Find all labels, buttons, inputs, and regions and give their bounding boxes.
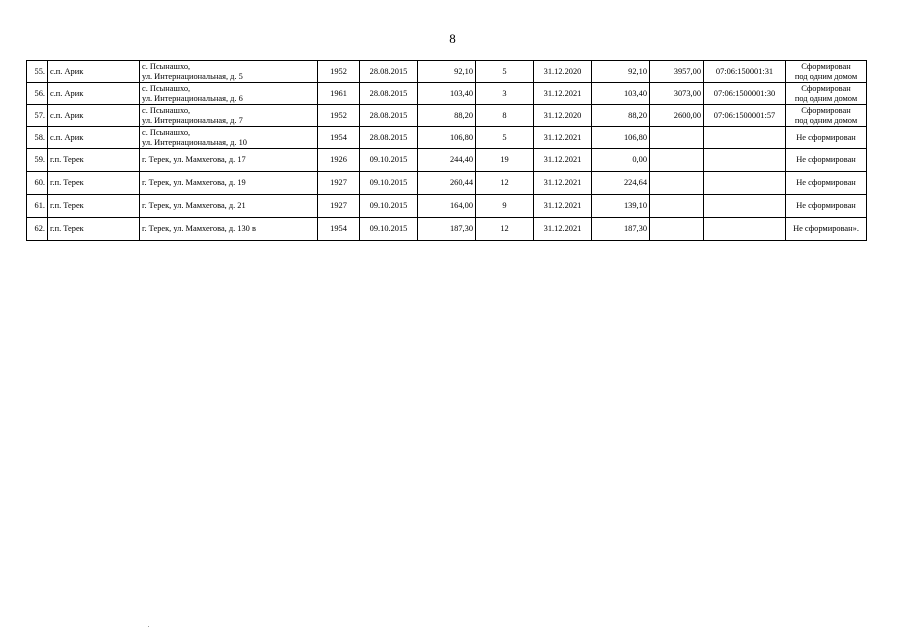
cell-number: 59.: [27, 149, 48, 172]
cell-address-line: ул. Интернациональная, д. 7: [142, 115, 243, 125]
cell-status-line: Сформирован: [801, 84, 851, 93]
cell-status-line: Не сформирован: [796, 132, 856, 142]
cell-settlement: с.п. Арик: [48, 105, 140, 127]
cell-residents: 3: [476, 83, 534, 105]
cell-address-line: ул. Интернациональная, д. 6: [142, 93, 243, 103]
cell-year: 1952: [318, 105, 360, 127]
cell-residents: 5: [476, 61, 534, 83]
cell-area-resettled: 0,00: [592, 149, 650, 172]
table-row: [27, 218, 867, 241]
cell-status-line: Сформирован: [801, 106, 851, 115]
cell-number: 57.: [27, 105, 48, 127]
cell-number: 61.: [27, 195, 48, 218]
registry-table: [26, 60, 867, 241]
cell-status-line: под одним домом: [794, 115, 858, 125]
cell-area-resettled: 224,64: [592, 172, 650, 195]
cell-status-line: Не сформирован: [796, 201, 856, 211]
cell-residents: 8: [476, 105, 534, 127]
cell-address: [140, 172, 318, 195]
cell-status-line: Не сформирован: [796, 155, 856, 165]
cell-address-line: с. Псынашхо,: [142, 62, 191, 71]
cell-area: 92,10: [418, 61, 476, 83]
cell-area: 164,00: [418, 195, 476, 218]
table-row: [27, 195, 867, 218]
cell-deadline: 31.12.2020: [534, 105, 592, 127]
cell-address: [140, 83, 318, 105]
cell-area-resettled: 139,10: [592, 195, 650, 218]
cell-address-line: ул. Интернациональная, д. 10: [142, 137, 247, 147]
cell-settlement: г.п. Терек: [48, 195, 140, 218]
cell-land-area: 2600,00: [650, 105, 704, 127]
cell-land-area: 3957,00: [650, 61, 704, 83]
cell-address: [140, 195, 318, 218]
cell-area-resettled: 103,40: [592, 83, 650, 105]
cell-number: 56.: [27, 83, 48, 105]
cell-date: 09.10.2015: [360, 195, 418, 218]
cell-address-line: г. Терек, ул. Мамхегова, д. 130 в: [142, 224, 256, 234]
cell-area-resettled: 88,20: [592, 105, 650, 127]
cell-address-line: г. Терек, ул. Мамхегова, д. 21: [142, 201, 246, 211]
cell-cadastral: [704, 195, 786, 218]
cell-settlement: с.п. Арик: [48, 83, 140, 105]
cell-status: [786, 172, 867, 195]
cell-settlement: г.п. Терек: [48, 172, 140, 195]
cell-residents: 19: [476, 149, 534, 172]
cell-area-resettled: 92,10: [592, 61, 650, 83]
cell-settlement: с.п. Арик: [48, 127, 140, 149]
cell-deadline: 31.12.2021: [534, 218, 592, 241]
cell-land-area: [650, 127, 704, 149]
cell-date: 09.10.2015: [360, 149, 418, 172]
cell-date: 09.10.2015: [360, 218, 418, 241]
cell-number: 55.: [27, 61, 48, 83]
cell-date: 28.08.2015: [360, 105, 418, 127]
cell-date: 28.08.2015: [360, 61, 418, 83]
cell-cadastral: 07:06:1500001:30: [704, 83, 786, 105]
cell-deadline: 31.12.2021: [534, 172, 592, 195]
cell-number: 58.: [27, 127, 48, 149]
cell-residents: 5: [476, 127, 534, 149]
cell-address-line: с. Псынашхо,: [142, 84, 191, 93]
cell-deadline: 31.12.2021: [534, 127, 592, 149]
cell-cadastral: [704, 218, 786, 241]
cell-status: [786, 218, 867, 241]
cell-cadastral: 07:06:150001:31: [704, 61, 786, 83]
table-row: [27, 127, 867, 149]
cell-year: 1926: [318, 149, 360, 172]
table-body: [27, 61, 867, 241]
cell-date: 28.08.2015: [360, 83, 418, 105]
cell-number: 60.: [27, 172, 48, 195]
cell-address: [140, 127, 318, 149]
cell-area: 187,30: [418, 218, 476, 241]
cell-address: [140, 105, 318, 127]
cell-status-line: под одним домом: [794, 71, 858, 81]
cell-area: 260,44: [418, 172, 476, 195]
cell-deadline: 31.12.2021: [534, 83, 592, 105]
table-row: [27, 149, 867, 172]
cell-year: 1961: [318, 83, 360, 105]
cell-cadastral: 07:06:1500001:57: [704, 105, 786, 127]
cell-land-area: 3073,00: [650, 83, 704, 105]
cell-land-area: [650, 195, 704, 218]
cell-deadline: 31.12.2020: [534, 61, 592, 83]
cell-status: [786, 195, 867, 218]
cell-status: [786, 61, 867, 83]
scan-speck: [148, 626, 149, 627]
cell-area: 103,40: [418, 83, 476, 105]
cell-status-line: Не сформирован».: [793, 224, 859, 234]
cell-status: [786, 127, 867, 149]
cell-date: 28.08.2015: [360, 127, 418, 149]
cell-status: [786, 105, 867, 127]
cell-settlement: г.п. Терек: [48, 218, 140, 241]
cell-residents: 12: [476, 218, 534, 241]
cell-settlement: с.п. Арик: [48, 61, 140, 83]
cell-year: 1954: [318, 218, 360, 241]
cell-settlement: г.п. Терек: [48, 149, 140, 172]
table-row: [27, 105, 867, 127]
cell-land-area: [650, 218, 704, 241]
cell-area: 244,40: [418, 149, 476, 172]
cell-residents: 12: [476, 172, 534, 195]
cell-year: 1954: [318, 127, 360, 149]
cell-year: 1952: [318, 61, 360, 83]
cell-address: [140, 61, 318, 83]
cell-cadastral: [704, 149, 786, 172]
cell-residents: 9: [476, 195, 534, 218]
cell-address-line: ул. Интернациональная, д. 5: [142, 71, 243, 81]
cell-area: 88,20: [418, 105, 476, 127]
table-row: [27, 61, 867, 83]
page-number: 8: [449, 31, 456, 46]
cell-status-line: Сформирован: [801, 62, 851, 71]
cell-address: [140, 218, 318, 241]
cell-area: 106,80: [418, 127, 476, 149]
cell-cadastral: [704, 172, 786, 195]
cell-status: [786, 149, 867, 172]
cell-address-line: с. Псынашхо,: [142, 128, 191, 137]
cell-address-line: с. Псынашхо,: [142, 106, 191, 115]
cell-address: [140, 149, 318, 172]
cell-number: 62.: [27, 218, 48, 241]
cell-deadline: 31.12.2021: [534, 149, 592, 172]
cell-land-area: [650, 149, 704, 172]
cell-land-area: [650, 172, 704, 195]
cell-address-line: г. Терек, ул. Мамхегова, д. 17: [142, 155, 246, 165]
table-row: [27, 83, 867, 105]
cell-address-line: г. Терек, ул. Мамхегова, д. 19: [142, 178, 246, 188]
cell-status-line: Не сформирован: [796, 178, 856, 188]
cell-cadastral: [704, 127, 786, 149]
cell-status: [786, 83, 867, 105]
cell-status-line: под одним домом: [794, 93, 858, 103]
table-row: [27, 172, 867, 195]
cell-date: 09.10.2015: [360, 172, 418, 195]
cell-year: 1927: [318, 172, 360, 195]
cell-area-resettled: 187,30: [592, 218, 650, 241]
cell-area-resettled: 106,80: [592, 127, 650, 149]
cell-year: 1927: [318, 195, 360, 218]
cell-deadline: 31.12.2021: [534, 195, 592, 218]
